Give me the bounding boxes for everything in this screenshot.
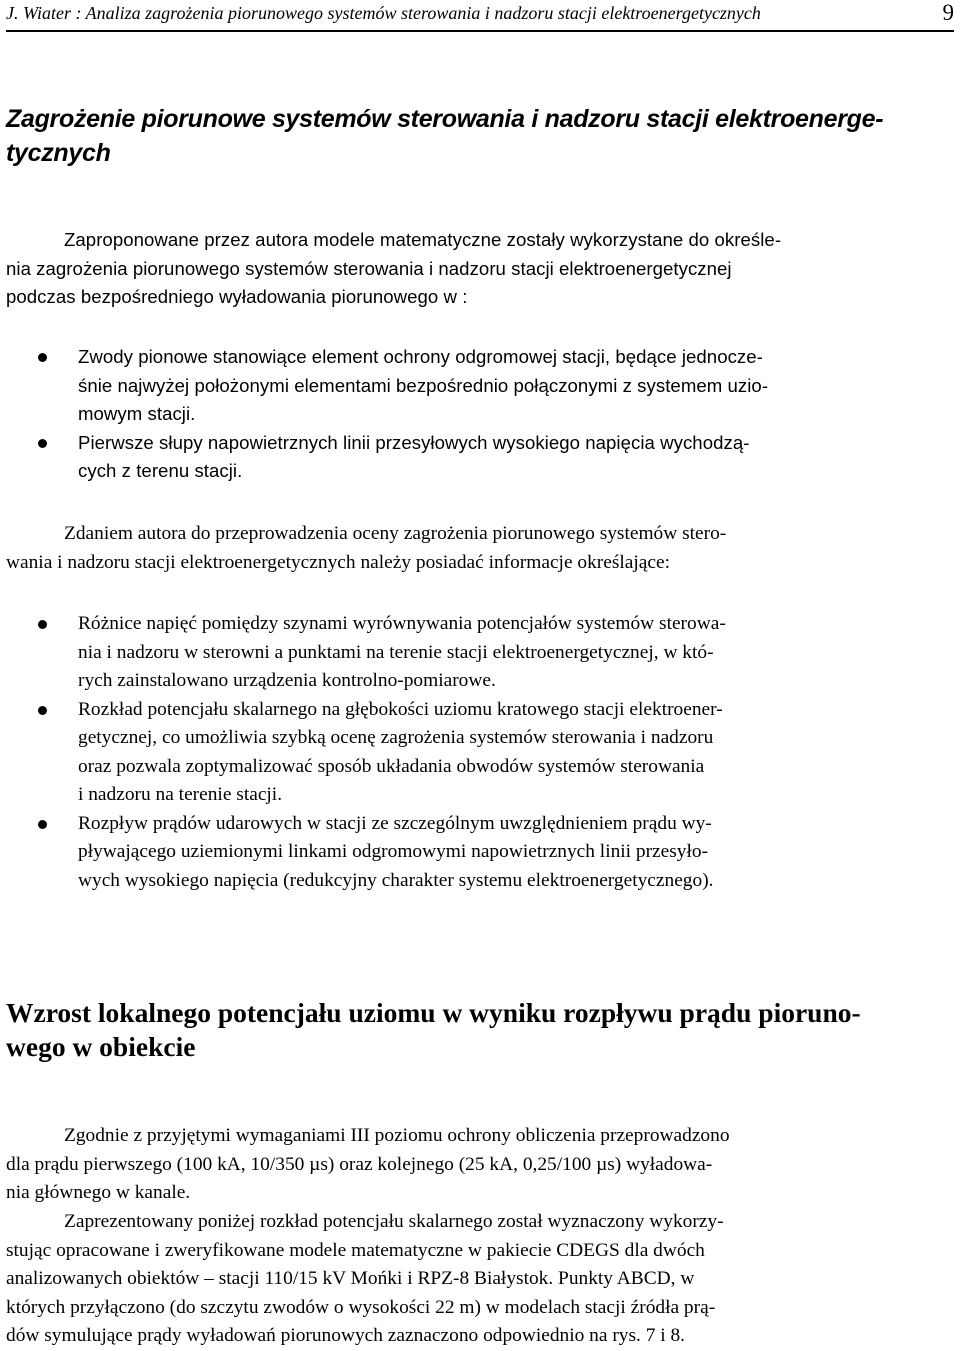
heading-line: tycznych [6, 139, 111, 167]
bullet-list-strike-points [0, 343, 954, 486]
paragraph-line: Zaprezentowany poniżej rozkład potencjału skalarnego został wyznaczony wykorzy- [64, 1211, 724, 1232]
paragraph-line: dla prądu pierwszego (100 kA, 10/350 µs) oraz kolejnego (25 kA, 0,25/100 µs) wyładowa- [6, 1153, 713, 1175]
bullet-icon [38, 820, 47, 829]
body-paragraph [6, 520, 954, 577]
paragraph-line: nia głównego w kanale. [6, 1182, 191, 1203]
list-item-line: i nadzoru na terenie stacji. [78, 784, 283, 805]
list-item-line: Różnice napięć pomiędzy szynami wyrównywania potencjałów systemów sterowa- [78, 613, 726, 634]
list-item-line: Rozpływ prądów udarowych w stacji ze szczególnym uwzględnieniem prądu wy- [78, 812, 712, 834]
list-item-line: mowym stacji. [78, 403, 196, 424]
heading-line: Zagrożenie piorunowe systemów sterowania i nadzoru stacji elektroenerge- [6, 105, 884, 133]
bullet-icon [38, 620, 47, 629]
list-item [0, 429, 954, 486]
bullet-list-required-info [0, 610, 954, 895]
paragraph-line: Zgodnie z przyjętymi wymaganiami III poziomu ochrony obliczenia przeprowadzono [64, 1125, 730, 1146]
list-item-line: śnie najwyżej położonymi elementami bezpośrednio połączonymi z systemem uzio- [78, 374, 769, 396]
list-item [0, 810, 954, 896]
paragraph-line: których przyłączono (do szczytu zwodów o wysokości 22 m) w modelach stacji źródła prą- [6, 1296, 716, 1318]
list-item-line: oraz pozwala zoptymalizować sposób układania obwodów systemów sterowania [78, 755, 705, 777]
section-heading-ground-potential [6, 996, 952, 1064]
page-number: 9 [942, 0, 954, 25]
list-item-line: getycznej, co umożliwia szybką ocenę zagrożenia systemów sterowania i nadzoru [78, 727, 714, 748]
list-item-line: wych wysokiego napięcia (redukcyjny charakter systemu elektroenergetycznego). [78, 869, 714, 891]
paragraph-line: analizowanych obiektów – stacji 110/15 kV Mońki i RPZ-8 Białystok. Punkty ABCD, w [6, 1268, 695, 1289]
body-paragraph [6, 1122, 954, 1208]
list-item-line: rych zainstalowano urządzenia kontrolno-pomiarowe. [78, 670, 496, 691]
list-item [0, 696, 954, 810]
paragraph-line: podczas bezpośredniego wyładowania piorunowego w : [6, 286, 468, 307]
paragraph-line: wania i nadzoru stacji elektroenergetycznych należy posiadać informacje określające: [6, 551, 670, 573]
running-header [6, 0, 954, 32]
paragraph-line: nia zagrożenia piorunowego systemów sterowania i nadzoru stacji elektroenergetycznej [6, 257, 732, 279]
bullet-icon [38, 439, 47, 448]
list-item [0, 343, 954, 429]
bullet-icon [38, 353, 47, 362]
body-paragraph [6, 1208, 954, 1351]
bullet-icon [38, 706, 47, 715]
list-item-line: Zwody pionowe stanowiące element ochrony odgromowej stacji, będące jednocze- [78, 346, 763, 367]
heading-line: wego w obiekcie [6, 1031, 196, 1062]
intro-paragraph [6, 226, 954, 312]
paragraph-line: stując opracowane i zweryfikowane modele matematyczne w pakiecie CDEGS dla dwóch [6, 1239, 705, 1261]
list-item-line: Pierwsze słupy napowietrznych linii przesyłowych wysokiego napięcia wychodzą- [78, 431, 750, 453]
list-item-line: nia i nadzoru w sterowni a punktami na terenie stacji elektroenergetycznej, w któ- [78, 641, 714, 663]
list-item-line: pływającego uziemionymi linkami odgromowymi napowietrznych linii przesyło- [78, 841, 709, 862]
running-title: J. Wiater : Analiza zagrożenia piorunowego systemów sterowania i nadzoru stacji elektroenergetycznych [6, 3, 761, 23]
section-heading-lightning-threat [6, 102, 952, 170]
paragraph-line: Zaproponowane przez autora modele matematyczne zostały wykorzystane do określe- [64, 229, 782, 250]
heading-line: Wzrost lokalnego potencjału uziomu w wyniku rozpływu prądu pioruno- [6, 997, 861, 1028]
list-item-line: cych z terenu stacji. [78, 460, 243, 481]
paragraph-line: dów symulujące prądy wyładowań piorunowych zaznaczono odpowiednio na rys. 7 i 8. [6, 1325, 686, 1346]
paragraph-line: Zdaniem autora do przeprowadzenia oceny zagrożenia piorunowego systemów stero- [64, 523, 727, 544]
list-item [0, 610, 954, 696]
list-item-line: Rozkład potencjału skalarnego na głębokości uziomu kratowego stacji elektroener- [78, 698, 723, 720]
